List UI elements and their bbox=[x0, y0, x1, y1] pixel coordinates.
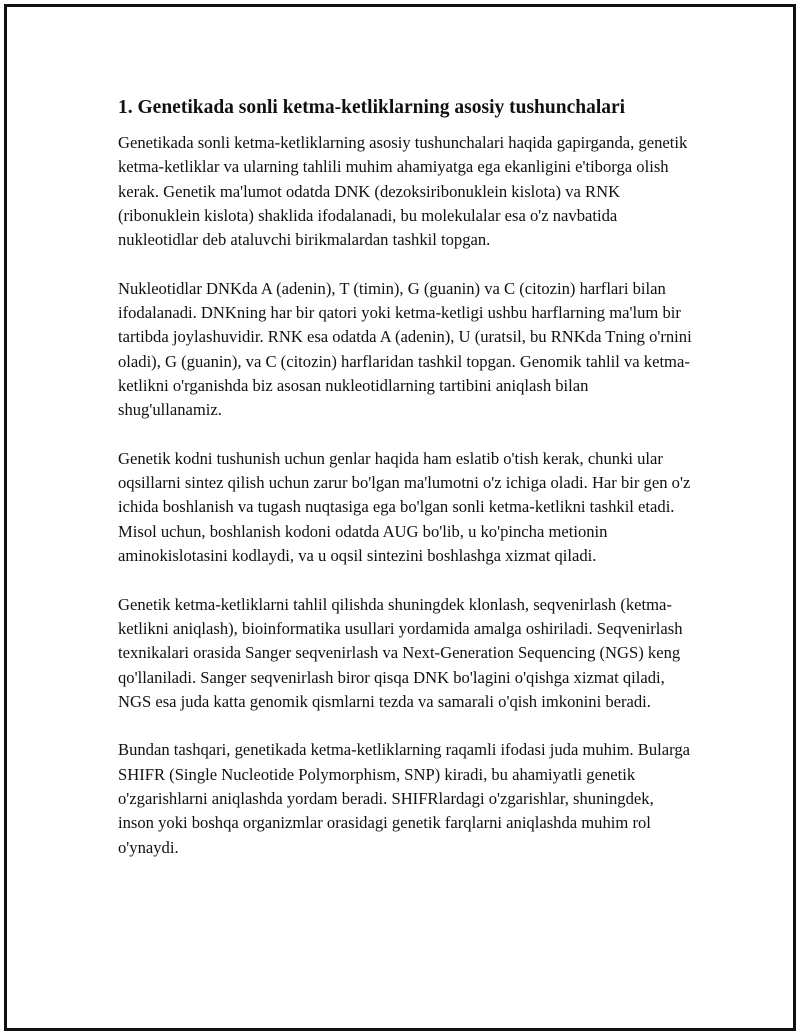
paragraph-5: Bundan tashqari, genetikada ketma-ketliklarning raqamli ifodasi juda muhim. Bularga SHIFR (Single Nucleotide Polymorphism, SNP) kiradi, bu ahamiyatli genetik o'zgarishlarni aniqlashda yordam beradi. SHIFRlardagi o'zgarishlar, shuningdek, inson yoki boshqa organizmlar orasidagi genetik farqlarni aniqlashda muhim rol o'ynaydi. bbox=[118, 740, 691, 857]
paragraph-4: Genetik ketma-ketliklarni tahlil qilishda shuningdek klonlash, seqvenirlash (ketma-ketlikni aniqlash), bioinformatika usullari yordamida amalga oshiriladi. Seqvenirlash texnikalari orasida Sanger seqvenirlash va Next-Generation Sequencing (NGS) keng qo'llaniladi. Sanger seqvenirlash biror qisqa DNK bo'lagini o'qishga xizmat qiladi, NGS esa juda katta genomik qismlarni tezda va samarali o'qish imkonini beradi. bbox=[118, 594, 683, 711]
paragraph-2: Nukleotidlar DNKda A (adenin), T (timin), G (guanin) va C (citozin) harflari bilan ifodalanadi. DNKning har bir qatori yoki ketma-ketligi ushbu harflarning ma'lum bir tartibda joylashuvidir. RNK esa odatda A (adenin), U (uratsil, bu RNKda Tning o'rnini oladi), G (guanin), va C (citozin) harflaridan tashkil topgan. Genomik tahlil va ketma-ketlikni o'rganishda biz asosan nukleotidlarning tartibini aniqlash bilan shug'ullanamiz. bbox=[118, 278, 692, 420]
paragraph-3: Genetik kodni tushunish uchun genlar haqida ham eslatib o'tish kerak, chunki ular oqsillarni sintez qilish uchun zarur bo'lgan ma'lumotni o'z ichiga oladi. Har bir gen o'z ichida boshlanish va tugash nuqtasiga ega bo'lgan sonli ketma-ketlikni tashkil etadi. Misol uchun, boshlanish kodoni odatda AUG bo'lib, u ko'pincha metionin aminokislotasini kodlaydi, va u oqsil sintezini boshlashga xizmat qiladi. bbox=[118, 448, 691, 566]
paragraph-1: Genetikada sonli ketma-ketliklarning asosiy tushunchalari haqida gapirganda, genetik ketma-ketliklar va ularning tahlili muhim ahamiyatga ega ekanligini e'tiborga olish kerak. Genetik ma'lumot odatda DNK (dezoksiribonuklein kislota) va RNK (ribonuklein kislota) shaklida ifodalanadi, bu molekulalar esa o'z navbatida nukleotidlar deb ataluvchi birikmalardan tashkil topgan. bbox=[118, 133, 688, 250]
section-heading: 1. Genetikada sonli ketma-ketliklarning asosiy tushunchalari bbox=[118, 97, 626, 118]
document-body bbox=[118, 95, 693, 884]
